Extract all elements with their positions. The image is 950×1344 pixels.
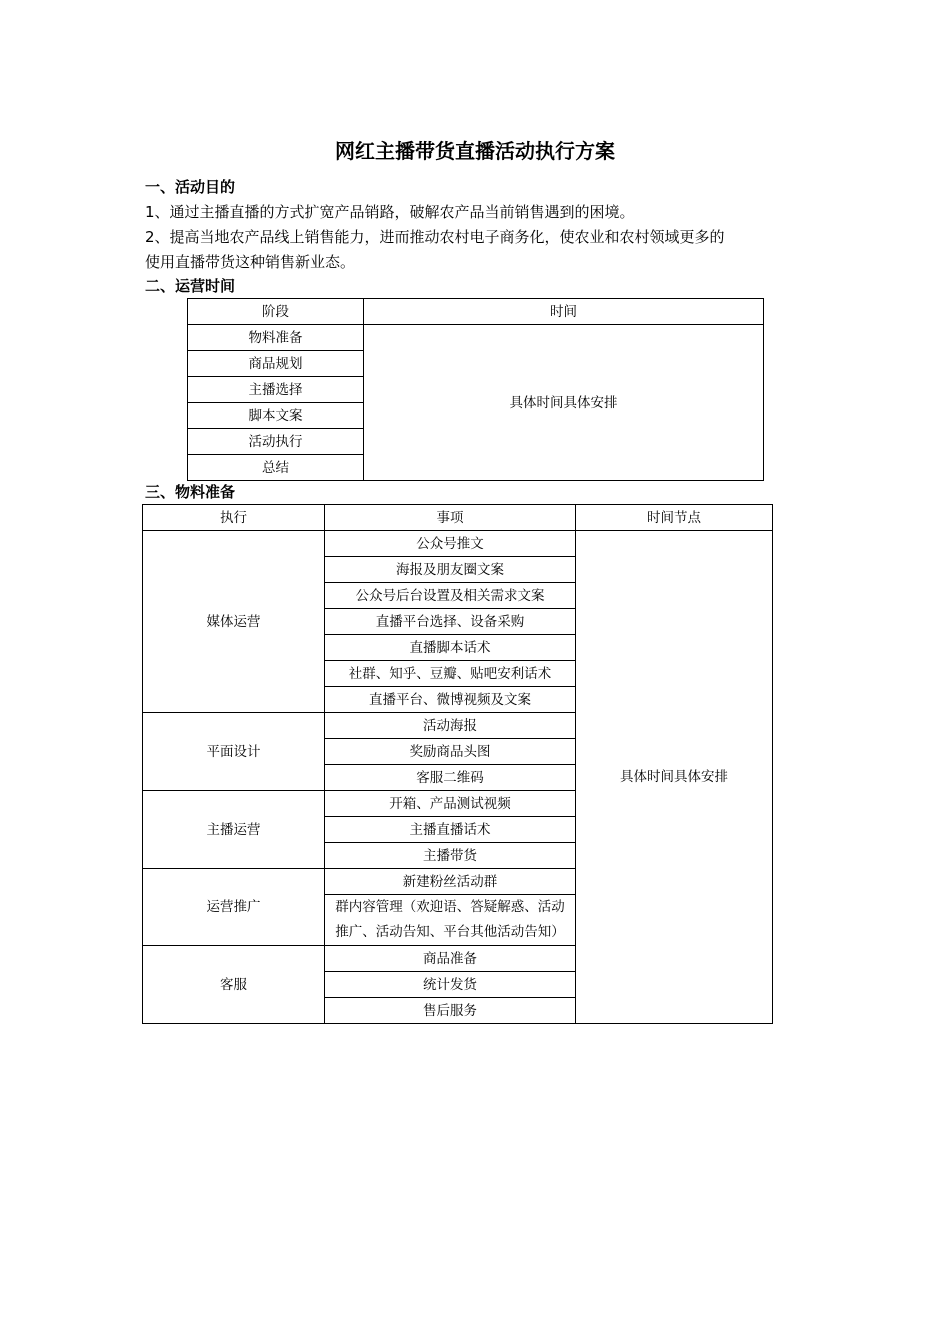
column-header-time: 时间 [364, 299, 764, 325]
document-title: 网红主播带货直播活动执行方案 [335, 139, 615, 163]
item-cell: 主播带货 [325, 843, 576, 869]
time-cell: 具体时间具体安排 [364, 325, 764, 481]
section-heading-materials: 三、物料准备 [145, 483, 236, 501]
stage-cell: 商品规划 [188, 351, 364, 377]
stage-cell: 脚本文案 [188, 403, 364, 429]
stage-cell: 活动执行 [188, 429, 364, 455]
column-header-execution: 执行 [143, 505, 325, 531]
section-heading-schedule: 二、运营时间 [145, 277, 236, 295]
column-header-item: 事项 [325, 505, 576, 531]
group-cell-media: 媒体运营 [143, 531, 325, 713]
column-header-stage: 阶段 [188, 299, 364, 325]
group-cell-design: 平面设计 [143, 713, 325, 791]
group-cell-anchor: 主播运营 [143, 791, 325, 869]
group-cell-service: 客服 [143, 946, 325, 1024]
timenode-cell: 具体时间具体安排 [576, 531, 773, 1024]
section-heading-purpose: 一、活动目的 [145, 178, 236, 196]
item-cell: 统计发货 [325, 972, 576, 998]
table-header-row [143, 505, 773, 531]
item-cell: 主播直播话术 [325, 817, 576, 843]
table-row [188, 325, 764, 351]
purpose-paragraph-2-line-1: 2、提高当地农产品线上销售能力，进而推动农村电子商务化，使农业和农村领域更多的 [145, 228, 725, 246]
schedule-table [187, 298, 764, 481]
item-cell: 公众号后台设置及相关需求文案 [325, 583, 576, 609]
item-cell: 商品准备 [325, 946, 576, 972]
column-header-timenode: 时间节点 [576, 505, 773, 531]
item-cell: 直播脚本话术 [325, 635, 576, 661]
item-cell: 海报及朋友圈文案 [325, 557, 576, 583]
item-cell: 售后服务 [325, 998, 576, 1024]
table-header-row [188, 299, 764, 325]
purpose-paragraph-2-line-2: 使用直播带货这种销售新业态。 [145, 253, 356, 271]
item-cell: 活动海报 [325, 713, 576, 739]
group-cell-promotion: 运营推广 [143, 869, 325, 946]
item-cell: 社群、知乎、豆瓣、贴吧安利话术 [325, 661, 576, 687]
item-cell: 奖励商品头图 [325, 739, 576, 765]
stage-cell: 总结 [188, 455, 364, 481]
item-cell: 开箱、产品测试视频 [325, 791, 576, 817]
item-cell: 客服二维码 [325, 765, 576, 791]
materials-table [142, 504, 773, 1024]
item-cell: 直播平台选择、设备采购 [325, 609, 576, 635]
table-row [143, 531, 773, 557]
item-cell: 公众号推文 [325, 531, 576, 557]
item-cell: 新建粉丝活动群 [325, 869, 576, 895]
purpose-paragraph-1: 1、通过主播直播的方式扩宽产品销路，破解农产品当前销售遇到的困境。 [145, 203, 635, 221]
stage-cell: 物料准备 [188, 325, 364, 351]
item-cell: 群内容管理（欢迎语、答疑解惑、活动推广、活动告知、平台其他活动告知） [325, 895, 576, 946]
stage-cell: 主播选择 [188, 377, 364, 403]
item-cell: 直播平台、微博视频及文案 [325, 687, 576, 713]
